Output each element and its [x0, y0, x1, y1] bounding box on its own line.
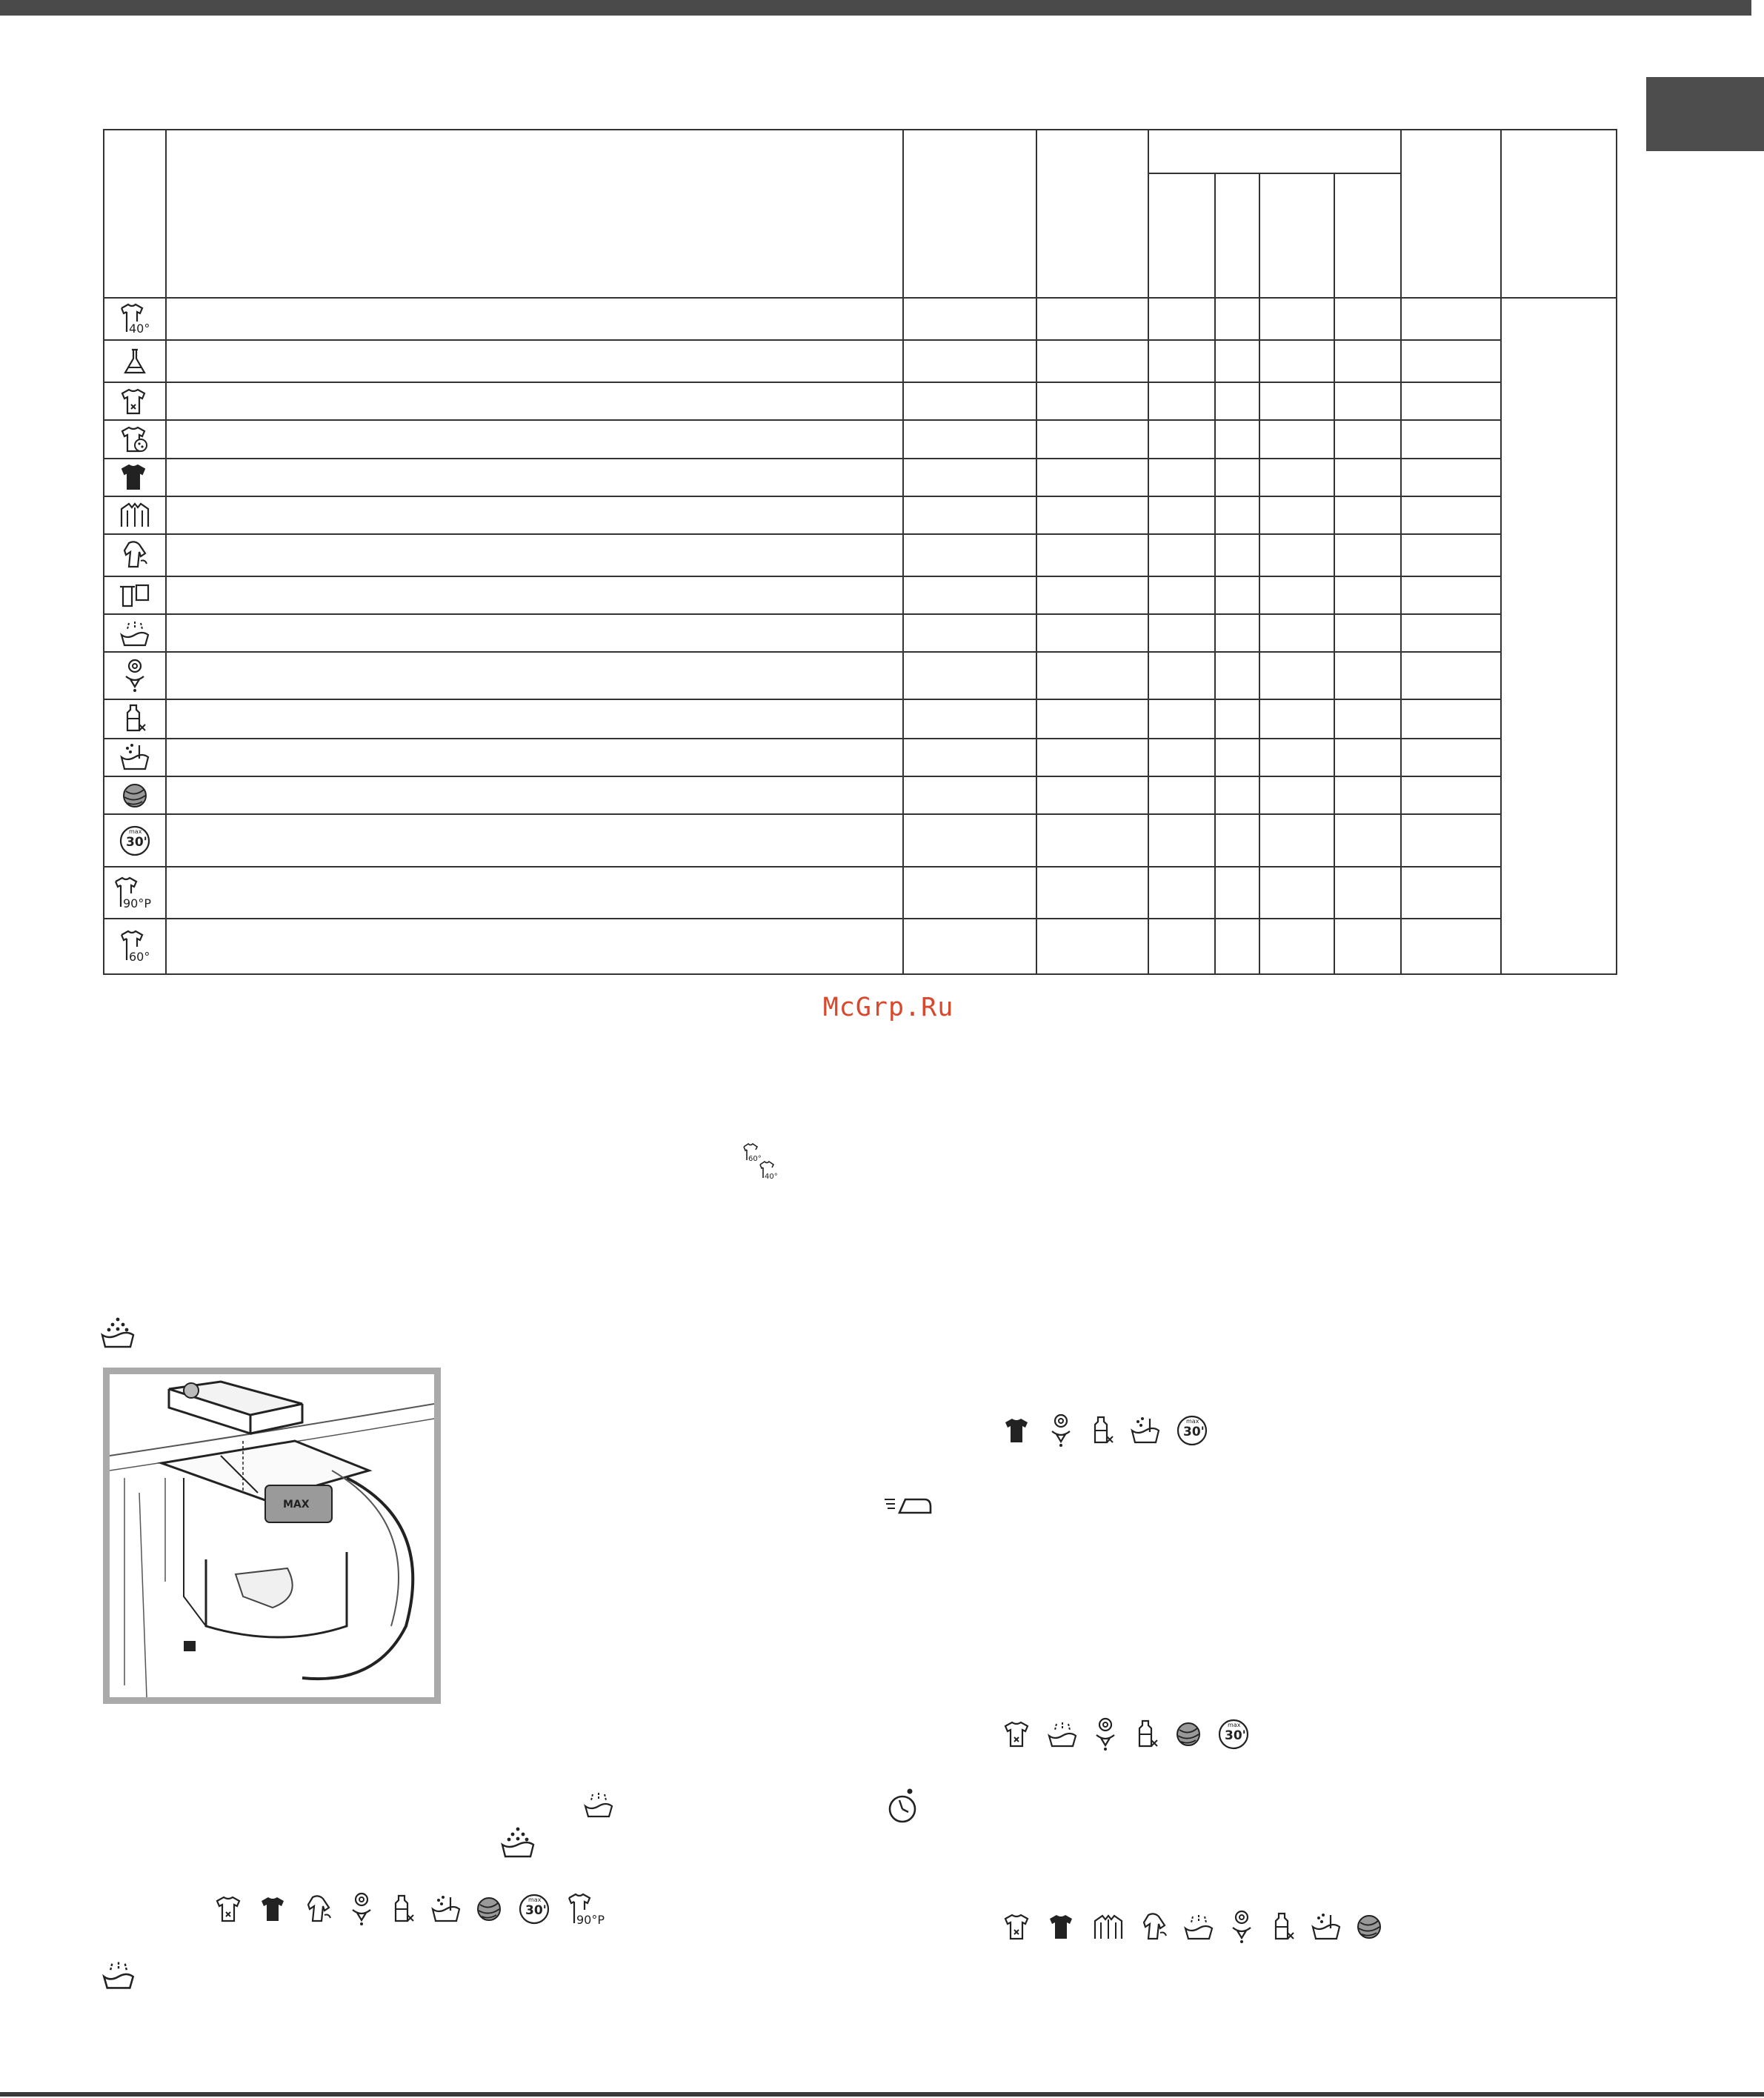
row-icon-cell [104, 298, 166, 340]
svg-text:30': 30' [1225, 1728, 1246, 1743]
svg-text:max: max [1228, 1722, 1241, 1728]
table-row [104, 739, 1617, 776]
express-30-icon [116, 822, 153, 859]
down-jacket-icon [119, 539, 151, 571]
header-subcell-4 [1334, 173, 1401, 298]
baby-bottle-icon [1132, 1718, 1162, 1751]
header-cell-temperature [903, 130, 1036, 298]
svg-text:max: max [1186, 1418, 1199, 1425]
header-subcell-2 [1215, 173, 1259, 298]
svg-text:90°P: 90°P [576, 1913, 605, 1926]
delicates-icon [119, 619, 151, 648]
mixed-eco-icon [1091, 1716, 1120, 1753]
detergent-drawer-illustration [103, 1368, 441, 1704]
baby-bottle-icon [120, 702, 150, 735]
delicates-heading-icon [101, 1959, 136, 1991]
table-row [104, 919, 1617, 974]
express-30-icon [1174, 1412, 1211, 1449]
watermark: McGrp.Ru [822, 993, 954, 1022]
language-tab [1646, 77, 1764, 151]
allergy-tub-icon [119, 742, 151, 772]
wool-ball-icon [1174, 1719, 1203, 1749]
table-row [104, 420, 1617, 458]
header-cell-duration [1501, 130, 1617, 298]
svg-text:60°: 60° [748, 1155, 762, 1163]
prewash-icon [99, 1316, 136, 1350]
icon-row-3 [1002, 1908, 1396, 1945]
mixed-eco-icon [1227, 1908, 1257, 1945]
icon-row-4 [213, 1891, 624, 1928]
allergy-tub-icon [430, 1894, 462, 1924]
table-row [104, 496, 1617, 534]
table-row [104, 576, 1617, 614]
mixed-eco-icon [1046, 1412, 1076, 1449]
dark-shirt-icon [119, 462, 151, 492]
shirt-anti-stain-icon [1002, 1719, 1034, 1749]
dark-shirt-icon [1002, 1416, 1034, 1445]
duration-merged-cell [1501, 298, 1617, 974]
header-subcell-1 [1148, 173, 1215, 298]
header-cell-load [1401, 130, 1501, 298]
allergy-tub-icon [1129, 1416, 1162, 1445]
cotton-90-prewash-icon [565, 1892, 612, 1926]
table-row [104, 340, 1617, 382]
express-30-icon [516, 1891, 553, 1928]
svg-text:40°: 40° [129, 322, 150, 336]
cotton-90-prewash-icon [111, 876, 159, 910]
table-row [104, 652, 1617, 699]
cotton-pair-symbol [741, 1142, 787, 1185]
icon-row-2 [1002, 1716, 1264, 1753]
header-cell-detergents [1148, 130, 1401, 173]
mixed-eco-icon [347, 1891, 376, 1928]
shirts-icon [1091, 1912, 1126, 1942]
table-row [104, 298, 1617, 340]
shirt-anti-stain-icon [119, 387, 151, 416]
icon-row-1 [1002, 1412, 1222, 1449]
table-row [104, 699, 1617, 739]
header-cell-programme [166, 130, 903, 298]
dark-shirt-icon [1046, 1912, 1079, 1942]
down-jacket-icon [302, 1893, 335, 1925]
towels-icon [117, 581, 153, 610]
dark-shirt-icon [258, 1894, 290, 1924]
baby-bottle-icon [388, 1893, 418, 1925]
shirt-stain-icon [119, 424, 151, 454]
svg-text:max: max [129, 827, 142, 835]
top-header-bar [0, 0, 1751, 16]
baby-bottle-icon [1268, 1911, 1298, 1943]
easy-iron-icon [883, 1493, 933, 1520]
table-row [104, 776, 1617, 814]
cotton-60-icon [117, 929, 153, 963]
header-cell-icon [104, 130, 166, 298]
svg-text:max: max [528, 1896, 542, 1903]
svg-text:60°: 60° [129, 950, 150, 964]
wool-ball-icon [1354, 1912, 1384, 1942]
wool-ball-icon [474, 1894, 504, 1924]
allergy-tub-icon [1310, 1912, 1342, 1942]
prewash-inline-icon [499, 1825, 536, 1859]
down-jacket-icon [1138, 1911, 1171, 1943]
shirts-icon [117, 500, 153, 530]
table-row [104, 459, 1617, 496]
bottom-rule [0, 2092, 1764, 2097]
row-programme [166, 298, 903, 340]
delicates-icon [1046, 1719, 1079, 1749]
svg-text:30': 30' [525, 1903, 547, 1918]
header-subcell-3 [1259, 173, 1334, 298]
mixed-eco-icon [120, 657, 150, 694]
svg-text:MAX: MAX [283, 1499, 310, 1511]
table-row [104, 814, 1617, 867]
cotton-60-icon [744, 1144, 762, 1163]
svg-text:30': 30' [1183, 1425, 1205, 1439]
svg-text:40°: 40° [765, 1173, 778, 1181]
wool-ball-icon [120, 781, 150, 810]
express-30-icon [1215, 1716, 1252, 1753]
cotton-40-icon [117, 302, 153, 335]
cotton-40-icon [760, 1162, 778, 1181]
table-row [104, 614, 1617, 652]
shirt-anti-stain-icon [213, 1894, 246, 1924]
table-row [104, 382, 1617, 420]
table-row [104, 534, 1617, 576]
delicates-icon [1182, 1912, 1215, 1942]
svg-text:30': 30' [126, 834, 147, 850]
svg-text:90°P: 90°P [123, 896, 152, 910]
delay-timer-icon [886, 1787, 919, 1825]
baby-bottle-icon [1088, 1414, 1117, 1447]
header-cell-spin [1036, 130, 1148, 298]
shirt-anti-stain-icon [1002, 1912, 1034, 1942]
program-table [103, 129, 1617, 975]
delicates-inline-icon [582, 1790, 615, 1819]
stain-flask-icon [120, 347, 150, 376]
table-row [104, 867, 1617, 918]
